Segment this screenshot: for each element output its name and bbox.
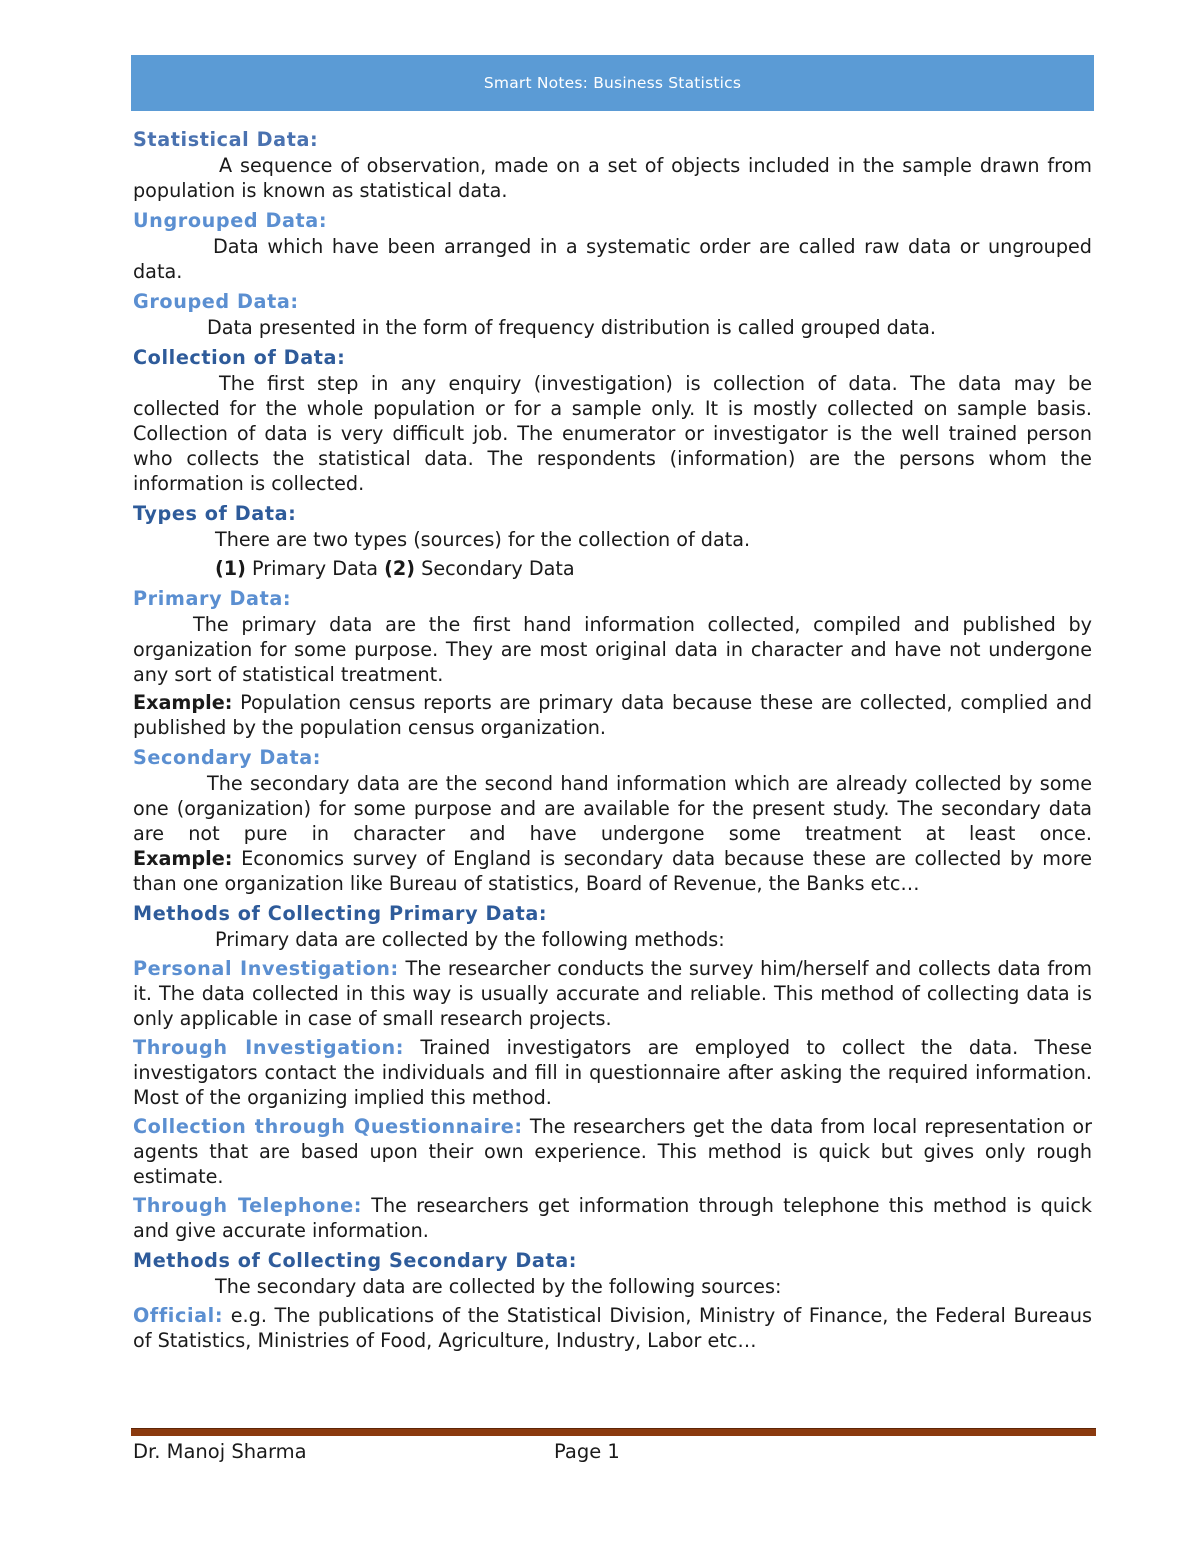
method-text: The researchers get the data from local representation or agents that are based upon their own experience. This method is quick but gives only rough estimate. — [133, 1115, 1092, 1188]
types-number-2: (2) — [384, 557, 416, 580]
heading-methods-primary: Methods of Collecting Primary Data: — [133, 902, 548, 925]
footer-page-number: Page 1 — [554, 1440, 620, 1463]
footer-author: Dr. Manoj Sharma — [133, 1440, 307, 1463]
source-official — [133, 1303, 1092, 1353]
secondary-example — [133, 846, 1092, 896]
method-label: Through Telephone: — [133, 1194, 363, 1217]
header-title: Smart Notes: Business Statistics — [483, 74, 742, 92]
paragraph-primary-data: The primary data are the first hand information collected, compiled and published by organization for some purpose. They are most original data in character and have not undergone any sort of statistical treatment. — [133, 613, 1092, 686]
method-label: Personal Investigation: — [133, 957, 399, 980]
paragraph-methods-secondary: The secondary data are collected by the following sources: — [215, 1275, 782, 1298]
paragraph-collection-of-data: The first step in any enquiry (investigation) is collection of data. The data may be collected for the whole population or for a sample only. It is mostly collected on sample basis. Collection of data is very difficult job. The enumerator or investigator is the well trained person who collects the statistical data. The respondents (information) are the persons whom the information is collected. — [133, 372, 1092, 495]
header-banner — [131, 55, 1094, 111]
footer-rule — [131, 1428, 1096, 1436]
document-body — [133, 122, 1092, 1353]
secondary-example-text: Economics survey of England is secondary data because these are collected by more than one organization like Bureau of statistics, Board of Revenue, the Banks etc… — [133, 847, 1092, 895]
method-personal-investigation — [133, 956, 1092, 1031]
paragraph-grouped-data: Data presented in the form of frequency distribution is called grouped data. — [207, 316, 936, 339]
method-through-investigation — [133, 1035, 1092, 1110]
secondary-example-label: Example: — [133, 847, 233, 870]
paragraph-statistical-data: A sequence of observation, made on a set of objects included in the sample drawn from population is known as statistical data. — [133, 154, 1092, 202]
primary-example — [133, 690, 1092, 740]
source-label: Official: — [133, 1304, 224, 1327]
heading-methods-secondary: Methods of Collecting Secondary Data: — [133, 1249, 578, 1272]
method-label: Collection through Questionnaire: — [133, 1115, 523, 1138]
heading-ungrouped-data: Ungrouped Data: — [133, 209, 328, 232]
heading-statistical-data: Statistical Data: — [133, 128, 319, 151]
paragraph-ungrouped-data: Data which have been arranged in a systematic order are called raw data or ungrouped data. — [133, 235, 1092, 283]
types-item-primary: Primary Data — [245, 557, 385, 580]
method-label: Through Investigation: — [133, 1036, 404, 1059]
primary-example-text: Population census reports are primary data because these are collected, complied and published by the population census organization. — [133, 691, 1092, 739]
types-item-secondary: Secondary Data — [415, 557, 575, 580]
heading-secondary-data: Secondary Data: — [133, 746, 322, 769]
types-number-1: (1) — [215, 557, 246, 580]
paragraph-methods-primary: Primary data are collected by the following methods: — [215, 928, 725, 951]
heading-types-of-data: Types of Data: — [133, 502, 297, 525]
heading-grouped-data: Grouped Data: — [133, 290, 299, 313]
primary-example-label: Example: — [133, 691, 233, 714]
method-text: The researcher conducts the survey him/herself and collects data from it. The data collected in this way is usually accurate and reliable. This method of collecting data is only applicable in case of small research projects. — [133, 957, 1092, 1030]
method-questionnaire — [133, 1114, 1092, 1189]
source-text: e.g. The publications of the Statistical Division, Ministry of Finance, the Federal Bureaus of Statistics, Ministries of Food, Agriculture, Industry, Labor etc… — [133, 1304, 1092, 1352]
heading-collection-of-data: Collection of Data: — [133, 346, 346, 369]
heading-primary-data: Primary Data: — [133, 587, 292, 610]
method-telephone — [133, 1193, 1092, 1243]
paragraph-secondary-data: The secondary data are the second hand information which are already collected by some one (organization) for some purpose and are available for the present study. The secondary data are not pure in character and have undergone some treatment at least once. — [133, 772, 1092, 845]
method-text: The researchers get information through telephone this method is quick and give accurate information. — [133, 1194, 1092, 1242]
types-list — [133, 556, 1092, 581]
method-text: Trained investigators are employed to collect the data. These investigators contact the individuals and fill in questionnaire after asking the required information. Most of the organizing implied this method. — [133, 1036, 1092, 1109]
paragraph-types-of-data: There are two types (sources) for the collection of data. — [215, 528, 751, 551]
